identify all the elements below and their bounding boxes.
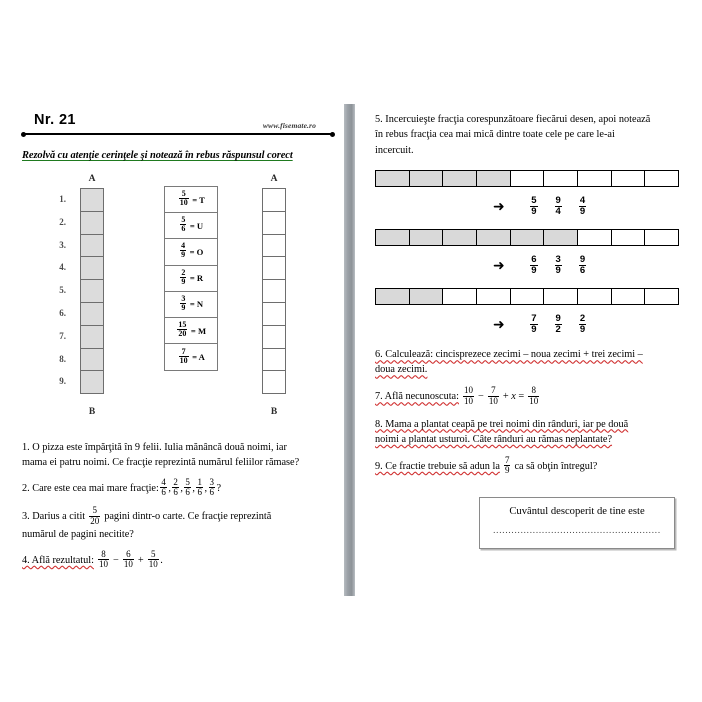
rebus-answer-cell[interactable] <box>262 234 286 258</box>
bar-cell-empty <box>544 171 578 186</box>
bar-cell-shaded <box>477 171 511 186</box>
fraction <box>555 196 562 216</box>
rebus-row-number: 5. <box>59 285 66 296</box>
header-rule <box>22 133 334 135</box>
question-8-line-2: noimi a plantat usturoi. Câte rânduri au rămas neplantate? <box>375 433 613 445</box>
rebus-answer-cell[interactable] <box>262 256 286 280</box>
left-column <box>22 112 334 579</box>
bar-cell-empty <box>511 171 545 186</box>
fraction-numerator: 5 <box>92 505 97 516</box>
fraction-numerator: 4 <box>181 241 186 251</box>
fraction-bar-exercises <box>375 170 687 341</box>
operator: + <box>500 391 512 403</box>
column-divider-bar <box>344 104 355 596</box>
rebus-answer-cell[interactable] <box>262 348 286 372</box>
rebus-answer-cell[interactable] <box>262 211 286 235</box>
bar-cell-empty <box>511 289 545 304</box>
comma: , <box>192 483 195 495</box>
rebus-row-number: 8. <box>59 353 66 364</box>
question-4 <box>22 548 334 570</box>
fraction-numerator: 7 <box>531 313 537 325</box>
fraction-numerator: 10 <box>464 385 473 396</box>
fraction <box>530 255 537 275</box>
legend-letter: = U <box>189 220 204 231</box>
fraction <box>488 386 499 405</box>
bar-cell-shaded <box>376 230 410 245</box>
rebus-row-number: 9. <box>59 376 66 387</box>
arrow-right-icon: ➜ <box>493 317 505 334</box>
legend-letter: = A <box>192 352 205 363</box>
fraction-bar <box>375 170 679 187</box>
rebus-left-cells[interactable] <box>80 188 104 394</box>
fraction-numerator: 8 <box>101 548 106 559</box>
rebus-row-numbers <box>50 188 66 394</box>
bar-cell-shaded <box>443 171 477 186</box>
fraction <box>89 506 100 525</box>
fraction-denominator: 9 <box>579 205 586 217</box>
question-8 <box>375 417 687 447</box>
bar-cell-shaded <box>410 230 444 245</box>
discovered-word-blank[interactable]: ....................................................... <box>493 525 661 535</box>
question-6 <box>375 347 687 377</box>
rebus-section <box>22 174 334 432</box>
question-4-expression <box>97 548 161 569</box>
question-3-lead: 3. Darius a citit <box>22 511 86 523</box>
bar-cell-shaded <box>511 230 545 245</box>
question-3 <box>22 507 334 541</box>
fraction-denominator: 9 <box>181 302 186 312</box>
question-2 <box>22 479 334 498</box>
fraction-numerator: 1 <box>197 477 202 488</box>
worksheet-instruction: Rezolvă cu atenţie cerinţele şi notează în rebus răspunsul corect <box>22 150 293 161</box>
fraction-numerator: 3 <box>181 293 186 303</box>
rebus-answer-cell[interactable] <box>80 211 104 235</box>
fraction-denominator: 10 <box>464 395 473 406</box>
fraction-denominator: 9 <box>531 264 537 276</box>
fraction-option[interactable] <box>553 315 563 335</box>
bar-cell-empty <box>578 171 612 186</box>
fraction-bar-group <box>375 170 687 223</box>
right-rebus-label-bottom: B <box>270 407 278 417</box>
legend-letter: = M <box>190 325 207 336</box>
question-9 <box>375 454 687 476</box>
fraction-numerator: 5 <box>185 477 190 488</box>
question-3-line-2: numărul de pagini necitite? <box>22 528 134 540</box>
comma: , <box>180 483 183 495</box>
fraction-bar-group <box>375 288 687 341</box>
rebus-row-number: 1. <box>59 194 66 204</box>
rebus-answer-cell[interactable] <box>80 256 104 280</box>
fraction-denominator: 9 <box>181 276 186 286</box>
legend-letter: = T <box>192 194 205 205</box>
fraction-denominator: 10 <box>148 558 158 569</box>
fraction <box>555 314 562 334</box>
operator: − <box>475 391 487 403</box>
fraction-denominator: 9 <box>555 264 561 276</box>
bar-cell-empty <box>477 289 511 304</box>
worksheet-number: Nr. 21 <box>34 112 76 128</box>
fraction-numerator: 9 <box>555 195 561 207</box>
rebus-answer-cell[interactable] <box>80 370 104 394</box>
fraction-denominator: 9 <box>504 464 510 475</box>
rebus-row-number: 6. <box>59 307 66 318</box>
legend-letter: = N <box>189 299 204 310</box>
fraction-numerator: 5 <box>181 188 186 198</box>
left-rebus-label-top: A <box>88 174 96 184</box>
bar-cell-shaded <box>443 230 477 245</box>
rebus-row-number: 3. <box>59 239 66 250</box>
fraction <box>179 190 189 207</box>
legend-row <box>165 266 217 292</box>
question-4-tail: . <box>160 554 163 566</box>
fraction-numerator: 6 <box>126 548 131 559</box>
bar-cell-empty <box>443 289 477 304</box>
question-5-line-1: 5. Incercuieşte fracţia corespunzătoare fiecărui desen, apoi notează <box>375 114 651 125</box>
bar-cell-shaded <box>544 230 578 245</box>
fraction-numerator: 2 <box>181 267 186 277</box>
question-9-tail: ca să obţin întregul? <box>514 460 598 472</box>
legend-row <box>165 344 217 370</box>
fraction <box>98 550 109 569</box>
fraction <box>177 321 187 338</box>
rebus-answer-cell[interactable] <box>80 348 104 372</box>
fraction-denominator: 6 <box>161 487 166 498</box>
fraction-numerator: 3 <box>209 477 214 488</box>
bar-cell-shaded <box>410 289 444 304</box>
fraction <box>579 314 586 334</box>
fraction-numerator: 7 <box>504 454 510 465</box>
fraction-bar-group <box>375 229 687 282</box>
question-5-line-2: în rebus fracţia cea mai mică dintre toate cele pe care le-ai <box>375 129 615 141</box>
fraction-numerator: 4 <box>161 477 166 488</box>
rebus-answer-cell[interactable] <box>80 279 104 303</box>
rebus-answer-cell[interactable] <box>80 234 104 258</box>
fraction-denominator: 10 <box>488 395 498 406</box>
fraction <box>160 478 166 497</box>
fraction-numerator: 15 <box>178 319 187 329</box>
rebus-answer-cell[interactable] <box>262 325 286 349</box>
rebus-answer-cell[interactable] <box>80 188 104 212</box>
legend-row <box>165 318 217 344</box>
fraction-denominator: 10 <box>123 558 133 569</box>
rebus-row-number: 2. <box>59 216 66 227</box>
question-1-line-1: 1. O pizza este împărţită în 9 felii. Iulia mănâncă două noimi, iar <box>22 442 287 453</box>
fraction-numerator: 5 <box>151 548 156 559</box>
fraction <box>172 478 178 497</box>
fraction <box>184 478 190 497</box>
fraction <box>530 314 537 334</box>
legend-row <box>165 239 217 265</box>
bar-cell-empty <box>578 289 612 304</box>
rebus-answer-cell[interactable] <box>262 302 286 326</box>
fraction-denominator: 6 <box>579 264 586 276</box>
right-questions <box>375 347 687 476</box>
fraction-denominator: 10 <box>529 395 539 406</box>
fraction-denominator: 2 <box>555 323 561 335</box>
question-3-mid: pagini dintr-o carte. Ce fracţie reprezintă <box>104 511 272 523</box>
fraction <box>209 478 215 497</box>
fraction-option[interactable] <box>577 197 587 217</box>
fraction-denominator: 6 <box>173 487 178 498</box>
discovered-word-label: Cuvântul descoperit de tine este <box>509 506 645 517</box>
fraction-denominator: 9 <box>531 323 537 335</box>
equals-sign: = <box>515 391 527 403</box>
fraction <box>123 550 134 569</box>
fraction <box>180 295 186 312</box>
left-rebus-label-bottom: B <box>88 407 96 417</box>
fraction <box>463 386 474 405</box>
rebus-answer-cell[interactable] <box>80 325 104 349</box>
comma: , <box>204 483 208 495</box>
worksheet-header <box>22 112 334 146</box>
fraction-bar <box>375 229 679 246</box>
fraction-option[interactable] <box>553 197 563 217</box>
fraction-numerator: 9 <box>555 313 561 325</box>
bar-cell-shaded <box>477 230 511 245</box>
question-7-lead: 7. Află necunoscuta: <box>375 391 459 403</box>
question-6-line-1: 6. Calculează: cincisprezece zecimi – noua zecimi + trei zecimi – <box>375 349 643 361</box>
fraction-option[interactable] <box>529 197 539 217</box>
fraction <box>579 196 586 216</box>
question-1 <box>22 440 334 470</box>
fraction-option[interactable] <box>577 315 587 335</box>
fraction-numerator: 5 <box>181 215 186 225</box>
legend-letter: = O <box>189 246 204 257</box>
fraction-numerator: 5 <box>531 195 537 207</box>
fraction-numerator: 2 <box>579 313 586 325</box>
legend-row <box>165 187 217 213</box>
bar-cell-empty <box>645 171 678 186</box>
fraction-option[interactable] <box>529 256 539 276</box>
fraction-denominator: 10 <box>179 355 188 365</box>
fraction-numerator: 3 <box>555 254 561 266</box>
question-6-line-2: doua zecimi. <box>375 364 428 376</box>
question-4-lead: 4. Află rezultatul: <box>22 554 94 566</box>
bar-cell-empty <box>612 171 646 186</box>
fraction <box>579 255 586 275</box>
fraction-options-row <box>375 191 687 223</box>
rebus-answer-cell[interactable] <box>262 279 286 303</box>
question-2-tail: ? <box>216 483 222 495</box>
rebus-answer-cell[interactable] <box>262 370 286 394</box>
fraction-denominator: 10 <box>179 198 188 208</box>
bar-cell-empty <box>612 230 646 245</box>
fraction-denominator: 4 <box>555 205 561 217</box>
question-3-fraction <box>88 505 102 526</box>
fraction-numerator: 6 <box>531 254 537 266</box>
fraction <box>528 386 539 405</box>
legend-letter: = R <box>189 273 204 284</box>
fraction-option[interactable] <box>577 256 587 276</box>
bar-cell-shaded <box>410 171 444 186</box>
fraction <box>530 196 537 216</box>
fraction <box>180 242 186 259</box>
fraction <box>180 216 186 233</box>
fraction <box>196 478 202 497</box>
rebus-answer-cell[interactable] <box>80 302 104 326</box>
comma: , <box>168 483 171 495</box>
fraction-denominator: 6 <box>197 487 202 498</box>
discovered-word-box <box>479 497 675 549</box>
fraction-options-row <box>375 250 687 282</box>
fraction-legend-box <box>164 186 218 371</box>
fraction-denominator: 9 <box>181 250 186 260</box>
fraction-denominator: 20 <box>90 515 100 526</box>
right-rebus-label-top: A <box>270 174 278 184</box>
question-7 <box>375 387 687 406</box>
fraction-option[interactable] <box>553 256 563 276</box>
site-watermark: www.fisemate.ro <box>262 121 316 130</box>
fraction-numerator: 2 <box>173 477 178 488</box>
fraction-numerator: 9 <box>579 254 586 266</box>
question-9-lead: 9. Ce fractie trebuie să adun la <box>375 460 500 472</box>
fraction-denominator: 6 <box>185 487 190 498</box>
fraction <box>179 348 189 365</box>
bar-cell-shaded <box>376 289 410 304</box>
legend-row <box>165 213 217 239</box>
rebus-row-number: 4. <box>59 262 66 273</box>
fraction <box>148 550 159 569</box>
rebus-right-cells[interactable] <box>262 188 286 394</box>
bar-cell-empty <box>645 289 678 304</box>
question-8-line-1: 8. Mama a plantat ceapă pe trei noimi din rânduri, iar pe două <box>375 418 629 430</box>
legend-row <box>165 292 217 318</box>
operator: − <box>110 554 122 566</box>
left-questions <box>22 440 334 570</box>
fraction-denominator: 10 <box>99 558 108 569</box>
fraction-denominator: 6 <box>209 487 214 498</box>
arrow-right-icon: ➜ <box>493 258 505 275</box>
bar-cell-empty <box>544 289 578 304</box>
fraction-numerator: 8 <box>531 385 536 396</box>
fraction-bar <box>375 288 679 305</box>
fraction-denominator: 9 <box>579 323 586 335</box>
rebus-answer-cell[interactable] <box>262 188 286 212</box>
question-7-expression <box>462 385 541 406</box>
bar-cell-empty <box>578 230 612 245</box>
fraction-numerator: 7 <box>181 346 186 356</box>
question-9-fraction <box>502 454 511 475</box>
bar-cell-shaded <box>376 171 410 186</box>
question-5-line-3: incercuit. <box>375 144 414 156</box>
fraction-numerator: 7 <box>491 385 496 396</box>
fraction <box>504 456 510 475</box>
fraction-option[interactable] <box>529 315 539 335</box>
question-1-line-2: mama ei patru noimi. Ce fracţie reprezintă numărul feliilor rămase? <box>22 457 300 469</box>
question-2-lead: 2. Care este cea mai mare fracţie: <box>22 483 159 495</box>
fraction-denominator: 9 <box>531 205 537 217</box>
fraction-denominator: 20 <box>178 329 187 339</box>
bar-cell-empty <box>612 289 646 304</box>
question-2-fractions <box>159 477 217 498</box>
fraction-numerator: 4 <box>579 195 586 207</box>
fraction <box>180 269 186 286</box>
arrow-right-icon: ➜ <box>493 199 505 216</box>
operator: + <box>135 554 147 566</box>
fraction-denominator: 6 <box>181 224 186 234</box>
right-column <box>375 112 687 535</box>
rebus-row-number: 7. <box>59 330 66 341</box>
fraction-options-row <box>375 309 687 341</box>
bar-cell-empty <box>645 230 678 245</box>
fraction <box>555 255 562 275</box>
question-5 <box>375 112 687 158</box>
unknown-variable: x <box>511 391 516 403</box>
